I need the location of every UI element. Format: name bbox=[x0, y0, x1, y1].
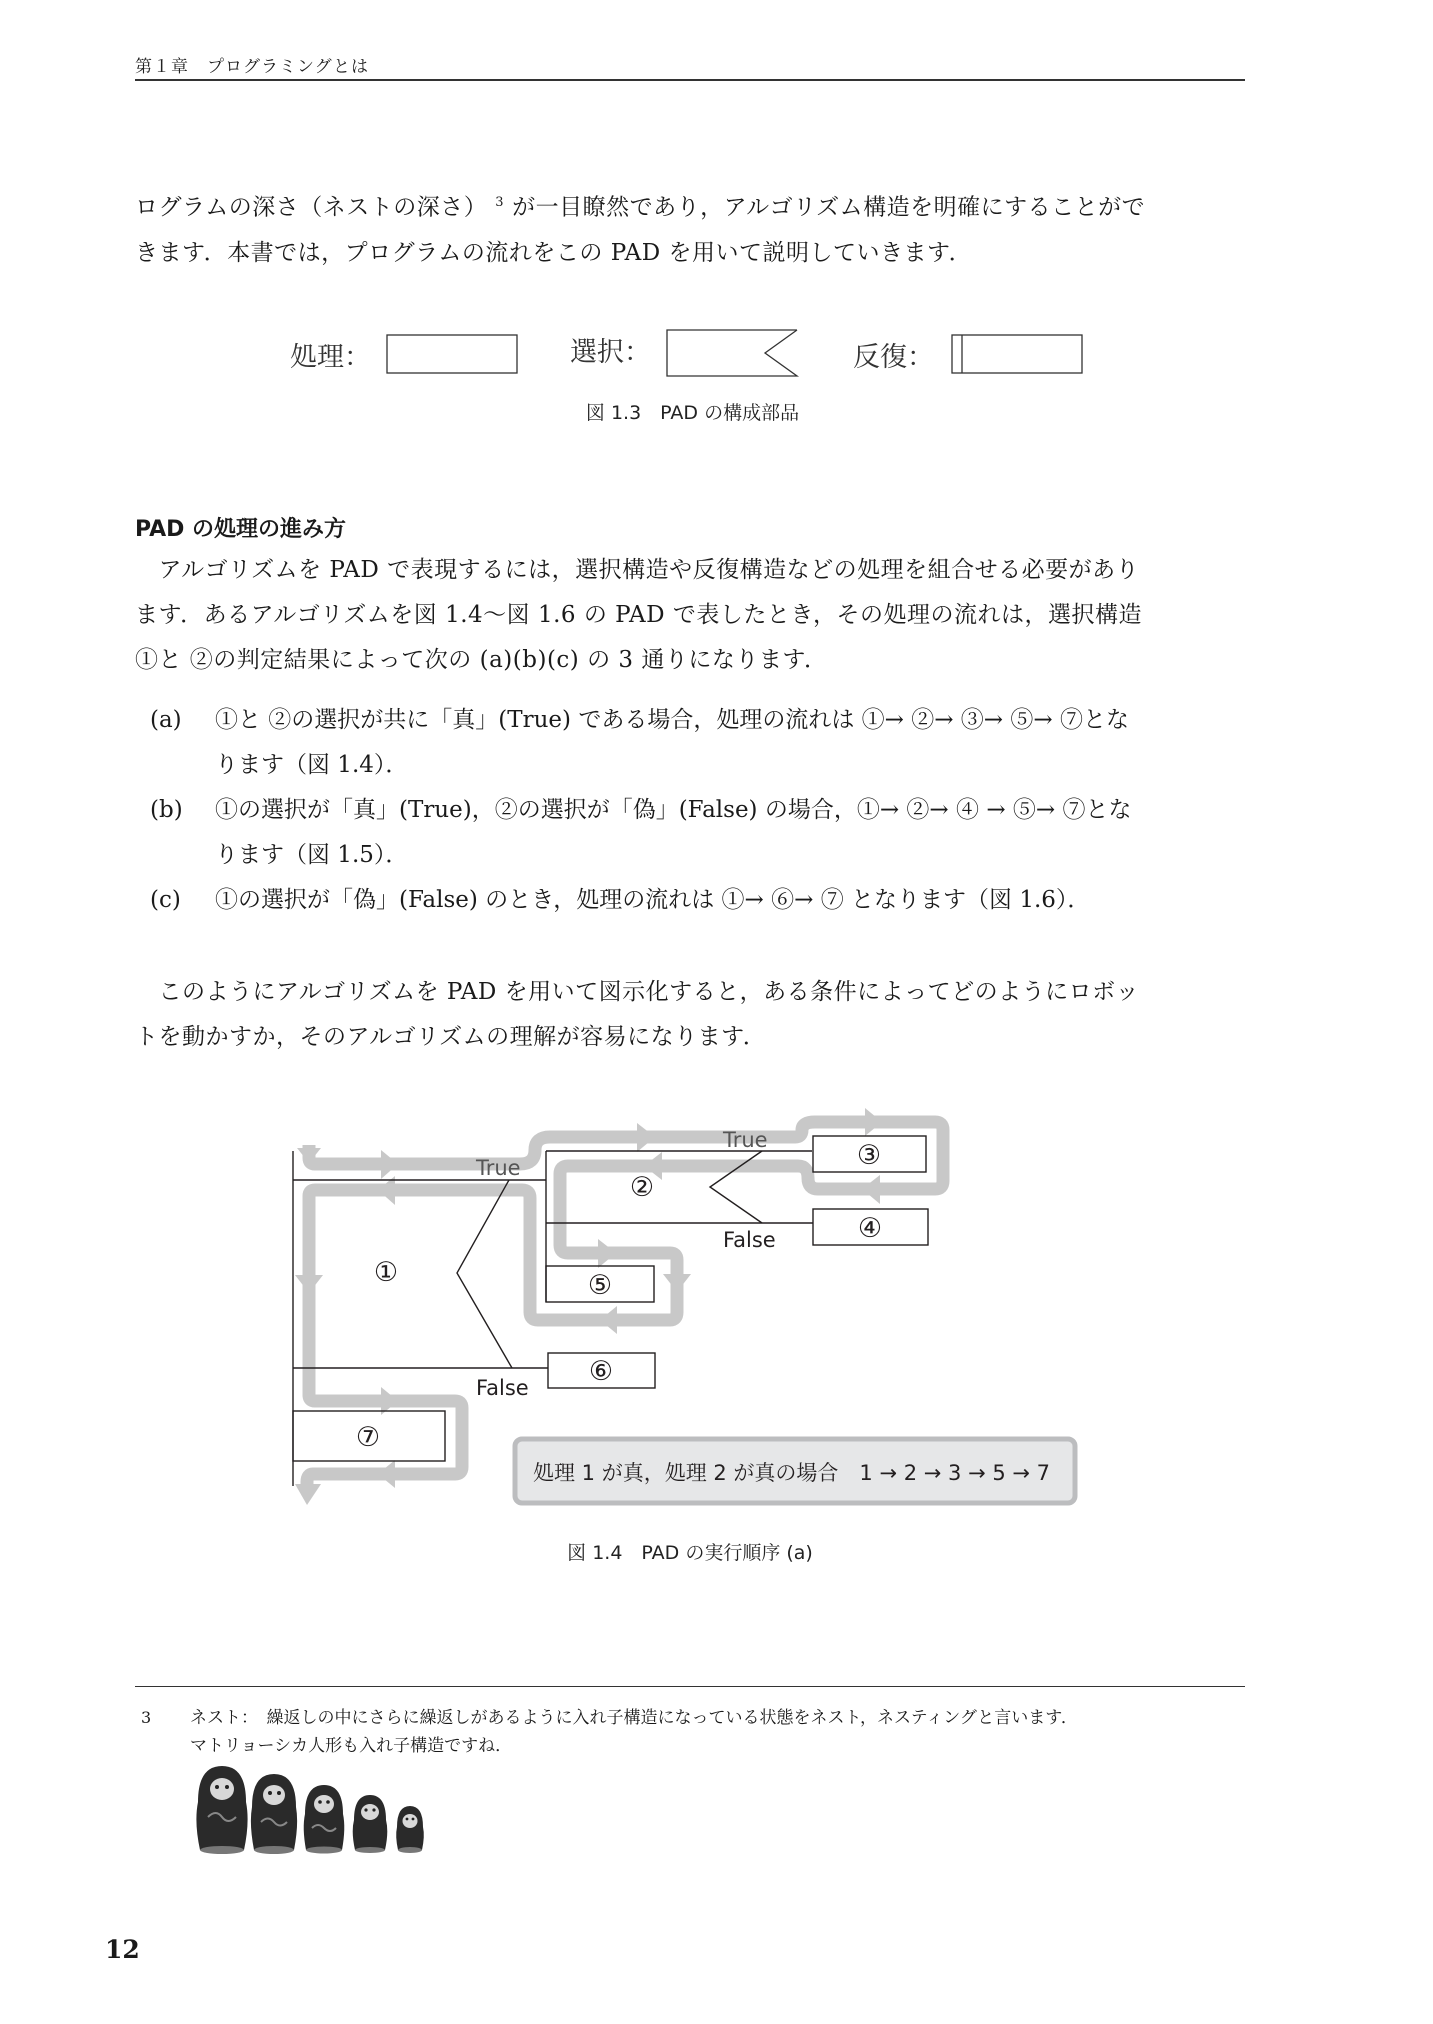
section-heading: PAD の処理の進み方 bbox=[135, 517, 347, 542]
arrow-icon bbox=[637, 1123, 655, 1152]
para-line: このようにアルゴリズムを PAD を用いて図示化すると，ある条件によってどのようにロボッ bbox=[135, 979, 1140, 1005]
para-line: トを動かすか，そのアルゴリズムの理解が容易になります． bbox=[135, 1024, 767, 1050]
footnote-reference[interactable]: 3 bbox=[495, 195, 505, 210]
para-line: ます．あるアルゴリズムを図 1.4〜図 1.6 の PAD で表したとき，その処理の流れは，選択構造 bbox=[135, 602, 1142, 628]
page-number: 12 bbox=[105, 1935, 140, 1964]
arrow-icon bbox=[600, 1306, 617, 1334]
intro-text: ログラムの深さ（ネストの深さ） bbox=[135, 194, 488, 221]
arrow-icon bbox=[295, 1275, 323, 1293]
arrow-icon bbox=[381, 1150, 398, 1179]
intro-text-cont: が一目瞭然であり，アルゴリズム構造を明確にすることがで bbox=[512, 194, 1146, 221]
path-summary-callout bbox=[515, 1439, 1075, 1503]
arrow-icon bbox=[295, 1484, 321, 1505]
para-line: ①と ②の判定結果によって次の (a)(b)(c) の 3 通りになります． bbox=[135, 647, 828, 673]
figure-1-3-caption: 図 1.3 PAD の構成部品 bbox=[585, 402, 800, 424]
node-4: ④ bbox=[857, 1213, 883, 1244]
footnote-text bbox=[190, 1704, 1250, 1760]
doll-icon bbox=[304, 1785, 345, 1854]
node-6: ⑥ bbox=[588, 1356, 614, 1387]
figure-1-4-caption: 図 1.4 PAD の実行順序 (a) bbox=[567, 1542, 813, 1564]
node-3: ③ bbox=[856, 1140, 882, 1171]
selection-1-notch bbox=[457, 1180, 512, 1368]
false-label-1: False bbox=[476, 1376, 529, 1400]
false-label-2: False bbox=[723, 1228, 776, 1252]
footnote-line-2: マトリョーシカ人形も入れ子構造ですね． bbox=[190, 1736, 513, 1756]
arrow-icon bbox=[598, 1239, 616, 1268]
arrow-icon bbox=[862, 1175, 880, 1204]
case-line: ①の選択が「真」(True)，②の選択が「偽」(False) の場合，①→ ②→ ④ → ⑤→ ⑦とな bbox=[215, 797, 1132, 823]
doll-icon bbox=[251, 1774, 297, 1854]
doll-icon bbox=[353, 1795, 388, 1853]
true-label-2: True bbox=[723, 1128, 768, 1152]
node-2: ② bbox=[629, 1172, 655, 1203]
footnote-rule bbox=[135, 1686, 1245, 1687]
case-line: ①と ②の選択が共に「真」(True) である場合，処理の流れは ①→ ②→ ③→ ⑤→ ⑦とな bbox=[215, 707, 1129, 733]
matryoshka-dolls-image bbox=[190, 1762, 430, 1857]
doll-icon bbox=[196, 1766, 247, 1854]
repetition-label: 反復： bbox=[853, 342, 934, 373]
running-header: 第１章 プログラミングとは bbox=[135, 57, 369, 77]
node-5: ⑤ bbox=[587, 1270, 613, 1301]
arrow-icon bbox=[865, 1108, 882, 1136]
footnote-number: 3 bbox=[141, 1708, 152, 1727]
true-label-1: True bbox=[476, 1156, 521, 1180]
process-label: 処理： bbox=[290, 342, 371, 373]
node-1: ① bbox=[373, 1257, 399, 1288]
case-line: ります（図 1.5）． bbox=[215, 842, 409, 868]
arrow-icon bbox=[378, 1460, 395, 1488]
selection-label: 選択： bbox=[570, 337, 651, 368]
intro-line-2: きます．本書では，プログラムの流れをこの PAD を用いて説明していきます． bbox=[135, 239, 973, 266]
case-marker: (a) bbox=[150, 707, 182, 733]
case-line: ①の選択が「偽」(False) のとき，処理の流れは ①→ ⑥→ ⑦ となります（図 1.6）． bbox=[215, 887, 1091, 913]
para-line: アルゴリズムを PAD で表現するには，選択構造や反復構造などの処理を組合せる必要があり bbox=[135, 557, 1140, 583]
node-7: ⑦ bbox=[355, 1422, 381, 1453]
case-line: ります（図 1.4）． bbox=[215, 752, 409, 778]
execution-flow-path bbox=[307, 1122, 943, 1490]
case-marker: (b) bbox=[150, 797, 183, 823]
arrow-icon bbox=[663, 1274, 691, 1292]
callout-text: 処理 1 が真，処理 2 が真の場合 1 → 2 → 3 → 5 → 7 bbox=[533, 1461, 1051, 1485]
doll-icon bbox=[396, 1806, 424, 1853]
footnote-line-1: ネスト： 繰返しの中にさらに繰返しがあるように入れ子構造になっている状態をネスト，ネスティングと言います． bbox=[190, 1708, 1078, 1728]
case-marker: (c) bbox=[150, 887, 181, 913]
